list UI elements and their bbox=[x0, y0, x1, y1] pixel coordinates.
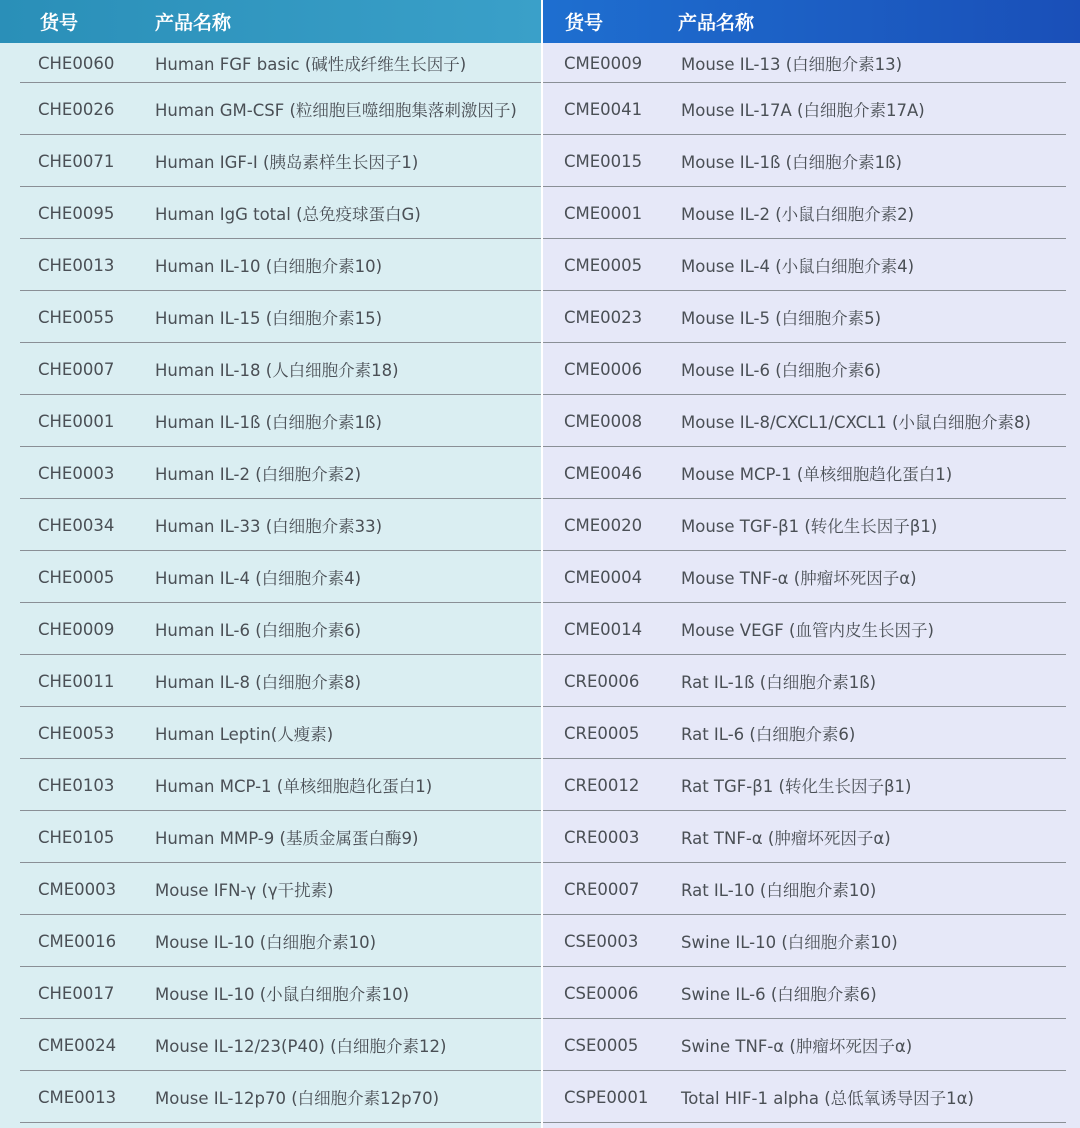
right-table-row bbox=[543, 135, 1080, 187]
product-code: CRE0003 bbox=[564, 827, 640, 847]
left-table-row bbox=[0, 967, 541, 1019]
product-code: CME0024 bbox=[38, 1035, 117, 1055]
product-code: CHE0005 bbox=[38, 567, 115, 587]
product-code: CSE0005 bbox=[564, 1035, 639, 1055]
right-header bbox=[543, 0, 1080, 43]
product-name: Human GM-CSF (粒细胞巨噬细胞集落刺激因子) bbox=[155, 101, 517, 120]
left-table-row bbox=[0, 135, 541, 187]
product-name: Mouse IL-6 (白细胞介素6) bbox=[681, 361, 882, 380]
product-name: Human IL-8 (白细胞介素8) bbox=[155, 673, 362, 692]
product-name: Human IL-10 (白细胞介素10) bbox=[155, 257, 383, 276]
product-name: Mouse IL-1ß (白细胞介素1ß) bbox=[681, 153, 902, 172]
product-name: Rat IL-1ß (白细胞介素1ß) bbox=[681, 673, 877, 692]
right-table-row bbox=[543, 395, 1080, 447]
right-table-row bbox=[543, 239, 1080, 291]
product-name: Human MMP-9 (基质金属蛋白酶9) bbox=[155, 829, 419, 848]
left-table-row bbox=[0, 43, 541, 83]
right-table-row bbox=[543, 655, 1080, 707]
left-table-row bbox=[0, 811, 541, 863]
product-name: Mouse TNF-α (肿瘤坏死因子α) bbox=[681, 569, 917, 588]
left-table-row bbox=[0, 499, 541, 551]
product-code: CSPE0001 bbox=[564, 1087, 649, 1107]
product-name: Human IGF-I (胰岛素样生长因子1) bbox=[155, 153, 419, 172]
product-code: CME0008 bbox=[564, 411, 643, 431]
product-code: CME0041 bbox=[564, 99, 643, 119]
product-name: Mouse IL-12/23(P40) (白细胞介素12) bbox=[155, 1037, 447, 1056]
right-rows bbox=[543, 43, 1080, 1123]
product-code: CME0003 bbox=[38, 879, 117, 899]
product-name: Mouse IL-4 (小鼠白细胞介素4) bbox=[681, 257, 915, 276]
product-name: Mouse IL-2 (小鼠白细胞介素2) bbox=[681, 205, 915, 224]
product-name: Human IL-4 (白细胞介素4) bbox=[155, 569, 362, 588]
product-code: CME0009 bbox=[564, 53, 643, 73]
left-table-row bbox=[0, 551, 541, 603]
product-name: Mouse IL-8/CXCL1/CXCL1 (小鼠白细胞介素8) bbox=[681, 413, 1031, 432]
left-header bbox=[0, 0, 541, 43]
product-code: CHE0001 bbox=[38, 411, 115, 431]
product-code: CRE0006 bbox=[564, 671, 640, 691]
right-column bbox=[543, 0, 1080, 1128]
product-name: Rat IL-6 (白细胞介素6) bbox=[681, 725, 856, 744]
right-table-row bbox=[543, 83, 1080, 135]
right-table-row bbox=[543, 915, 1080, 967]
right-table-row bbox=[543, 187, 1080, 239]
product-name: Rat TNF-α (肿瘤坏死因子α) bbox=[681, 829, 891, 848]
product-name: Swine TNF-α (肿瘤坏死因子α) bbox=[681, 1037, 913, 1056]
product-name: Mouse IL-5 (白细胞介素5) bbox=[681, 309, 882, 328]
product-code: CME0016 bbox=[38, 931, 117, 951]
product-name: Mouse IL-13 (白细胞介素13) bbox=[681, 55, 903, 74]
product-code: CME0020 bbox=[564, 515, 643, 535]
product-code: CME0006 bbox=[564, 359, 643, 379]
right-table-row bbox=[543, 43, 1080, 83]
product-code: CHE0017 bbox=[38, 983, 115, 1003]
right-table-row bbox=[543, 603, 1080, 655]
product-code: CME0005 bbox=[564, 255, 643, 275]
right-table-row bbox=[543, 291, 1080, 343]
left-table-row bbox=[0, 395, 541, 447]
right-table-row bbox=[543, 759, 1080, 811]
left-table-row bbox=[0, 655, 541, 707]
product-code: CRE0012 bbox=[564, 775, 640, 795]
right-table-row bbox=[543, 1071, 1080, 1123]
right-table-row bbox=[543, 967, 1080, 1019]
right-table-row bbox=[543, 707, 1080, 759]
right-table-row bbox=[543, 447, 1080, 499]
product-code: CHE0055 bbox=[38, 307, 115, 327]
product-code: CSE0003 bbox=[564, 931, 639, 951]
product-name: Human IL-2 (白细胞介素2) bbox=[155, 465, 362, 484]
right-table-row bbox=[543, 499, 1080, 551]
left-table-row bbox=[0, 239, 541, 291]
product-code: CME0004 bbox=[564, 567, 643, 587]
product-code: CHE0026 bbox=[38, 99, 115, 119]
product-code: CRE0005 bbox=[564, 723, 640, 743]
product-code: CHE0095 bbox=[38, 203, 115, 223]
left-table-row bbox=[0, 83, 541, 135]
product-name: Rat TGF-β1 (转化生长因子β1) bbox=[681, 777, 912, 796]
product-code: CHE0034 bbox=[38, 515, 115, 535]
product-code: CHE0013 bbox=[38, 255, 115, 275]
left-table-row bbox=[0, 863, 541, 915]
left-table-row bbox=[0, 1071, 541, 1123]
product-name: Mouse TGF-β1 (转化生长因子β1) bbox=[681, 517, 938, 536]
product-name: Mouse IL-12p70 (白细胞介素12p70) bbox=[155, 1089, 440, 1108]
product-name: Human IL-1ß (白细胞介素1ß) bbox=[155, 413, 382, 432]
left-rows bbox=[0, 43, 541, 1123]
product-code: CHE0009 bbox=[38, 619, 115, 639]
product-code: CHE0105 bbox=[38, 827, 115, 847]
product-code: CME0013 bbox=[38, 1087, 117, 1107]
product-code: CHE0053 bbox=[38, 723, 115, 743]
product-name: Mouse IL-10 (小鼠白细胞介素10) bbox=[155, 985, 410, 1004]
product-name: Rat IL-10 (白细胞介素10) bbox=[681, 881, 877, 900]
product-code: CME0046 bbox=[564, 463, 643, 483]
product-code: CHE0103 bbox=[38, 775, 115, 795]
left-table-row bbox=[0, 447, 541, 499]
right-table-row bbox=[543, 551, 1080, 603]
product-code: CME0023 bbox=[564, 307, 643, 327]
left-table-row bbox=[0, 291, 541, 343]
product-name: Mouse IL-17A (白细胞介素17A) bbox=[681, 101, 925, 120]
product-name: Mouse IL-10 (白细胞介素10) bbox=[155, 933, 377, 952]
product-code: CME0001 bbox=[564, 203, 643, 223]
left-table-row bbox=[0, 603, 541, 655]
product-name: Mouse MCP-1 (单核细胞趋化蛋白1) bbox=[681, 465, 953, 484]
left-header-code: 货号 bbox=[40, 12, 79, 34]
product-name: Mouse VEGF (血管内皮生长因子) bbox=[681, 621, 934, 640]
left-header-name: 产品名称 bbox=[155, 12, 232, 34]
product-code: CSE0006 bbox=[564, 983, 639, 1003]
right-table-row bbox=[543, 863, 1080, 915]
right-header-code: 货号 bbox=[565, 12, 604, 34]
product-code: CRE0007 bbox=[564, 879, 640, 899]
product-name: Human IL-18 (人白细胞介素18) bbox=[155, 361, 399, 380]
product-code: CHE0003 bbox=[38, 463, 115, 483]
right-table-row bbox=[543, 811, 1080, 863]
left-table-row bbox=[0, 915, 541, 967]
product-name: Human IgG total (总免疫球蛋白G) bbox=[155, 205, 421, 224]
product-code: CHE0071 bbox=[38, 151, 115, 171]
product-code: CME0014 bbox=[564, 619, 643, 639]
right-header-name: 产品名称 bbox=[678, 12, 755, 34]
product-name: Swine IL-10 (白细胞介素10) bbox=[681, 933, 898, 952]
product-name: Human FGF basic (碱性成纤维生长因子) bbox=[155, 55, 467, 74]
product-name: Human MCP-1 (单核细胞趋化蛋白1) bbox=[155, 777, 433, 796]
left-table-row bbox=[0, 759, 541, 811]
product-code: CHE0011 bbox=[38, 671, 115, 691]
left-table-row bbox=[0, 707, 541, 759]
left-table-row bbox=[0, 187, 541, 239]
right-table-row bbox=[543, 1019, 1080, 1071]
right-table-row bbox=[543, 343, 1080, 395]
product-name: Total HIF-1 alpha (总低氧诱导因子1α) bbox=[681, 1089, 974, 1108]
product-name: Human IL-33 (白细胞介素33) bbox=[155, 517, 383, 536]
product-name: Human Leptin(人瘦素) bbox=[155, 725, 334, 744]
product-name: Mouse IFN-γ (γ干扰素) bbox=[155, 881, 334, 900]
left-table-row bbox=[0, 343, 541, 395]
product-name: Human IL-6 (白细胞介素6) bbox=[155, 621, 362, 640]
product-code: CHE0060 bbox=[38, 53, 115, 73]
product-name: Swine IL-6 (白细胞介素6) bbox=[681, 985, 877, 1004]
product-name: Human IL-15 (白细胞介素15) bbox=[155, 309, 383, 328]
left-table-row bbox=[0, 1019, 541, 1071]
product-code: CME0015 bbox=[564, 151, 643, 171]
product-code: CHE0007 bbox=[38, 359, 115, 379]
